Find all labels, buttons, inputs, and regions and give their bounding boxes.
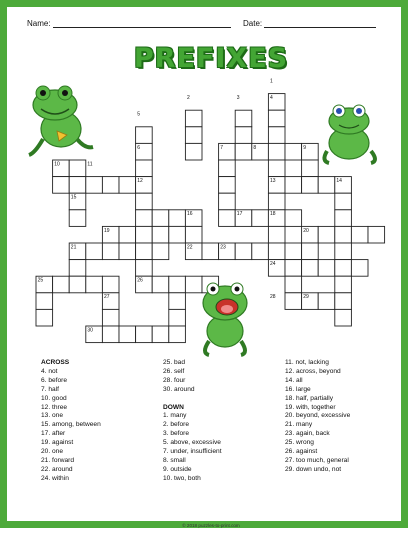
crossword-cell[interactable]	[268, 160, 285, 177]
crossword-cell[interactable]	[169, 210, 186, 227]
crossword-cell[interactable]	[152, 326, 169, 343]
crossword-cell[interactable]	[69, 177, 86, 194]
crossword-cell[interactable]	[152, 243, 169, 260]
crossword-cell[interactable]	[285, 293, 302, 310]
crossword-cell[interactable]	[185, 143, 202, 160]
crossword-cell[interactable]	[119, 226, 136, 243]
clue-line: 7. under, insufficient	[163, 448, 222, 456]
clue-line: 10. two, both	[163, 474, 201, 482]
clue-line: 21. forward	[41, 456, 74, 464]
clue-number: 26	[137, 277, 143, 284]
crossword-cell[interactable]	[335, 276, 352, 293]
crossword-cell[interactable]	[318, 293, 335, 310]
clue-line: 2. before	[163, 421, 190, 429]
crossword-cell[interactable]	[86, 243, 103, 260]
crossword-cell[interactable]	[235, 243, 252, 260]
frog-icon	[29, 86, 93, 155]
clue-line: 1. many	[163, 412, 187, 420]
crossword-cell[interactable]	[268, 127, 285, 144]
clue-number: 21	[70, 244, 77, 251]
clue-number: 19	[104, 227, 110, 234]
crossword-cell[interactable]	[335, 243, 352, 260]
clue-line: 18. half, partially	[285, 394, 334, 402]
crossword-cell[interactable]	[169, 326, 186, 343]
crossword-cell[interactable]	[368, 226, 385, 243]
clue-number: 12	[137, 178, 143, 184]
crossword-cell[interactable]	[335, 226, 352, 243]
clue-line: 25. bad	[163, 359, 185, 366]
clue-number: 29	[303, 294, 309, 301]
crossword-cell[interactable]	[302, 160, 319, 177]
clue-number: 23	[220, 244, 226, 251]
clue-line: 4. not	[41, 367, 58, 375]
crossword-cell[interactable]	[119, 326, 136, 343]
crossword-cell[interactable]	[335, 309, 352, 326]
clue-line: 30. around	[163, 385, 195, 393]
crossword-cell[interactable]	[318, 177, 335, 194]
clue-line: 19. with, together	[285, 403, 336, 411]
clue-column-1	[41, 359, 101, 484]
clue-number: 17	[236, 211, 243, 218]
crossword-cell[interactable]	[219, 160, 236, 177]
crossword-cell[interactable]	[285, 243, 302, 260]
clue-line: 8. small	[163, 456, 186, 464]
clue-line: 28. four	[163, 376, 186, 384]
clue-number: 10	[54, 161, 60, 168]
crossword-cell[interactable]	[152, 276, 169, 293]
clue-number: 24	[270, 261, 276, 267]
clue-number: 25	[37, 277, 44, 284]
crossword-cell[interactable]	[152, 226, 169, 243]
clue-line: 26. self	[163, 367, 185, 375]
clue-line: 20. one	[41, 448, 63, 456]
crossword-cell[interactable]	[102, 309, 119, 326]
crossword-cell[interactable]	[235, 143, 252, 160]
crossword-cell[interactable]	[335, 210, 352, 227]
crossword-cell[interactable]	[169, 293, 186, 310]
clue-line: 3. before	[163, 430, 190, 438]
clue-line: 21. many	[285, 421, 313, 429]
clue-number: 11	[87, 161, 93, 168]
clue-line: 10. good	[41, 394, 67, 402]
crossword-cell[interactable]	[202, 243, 219, 260]
crossword-cell[interactable]	[86, 276, 103, 293]
copyright: © 2018 puzzles-to-print.com	[182, 523, 240, 528]
clue-line: DOWN	[163, 403, 184, 411]
crossword-cell[interactable]	[136, 243, 153, 260]
crossword-cell[interactable]	[285, 143, 302, 160]
crossword-cell[interactable]	[136, 260, 153, 277]
crossword-cell[interactable]	[252, 243, 269, 260]
crossword-cell[interactable]	[136, 160, 153, 177]
crossword-cell[interactable]	[335, 193, 352, 210]
crossword-cell[interactable]	[219, 177, 236, 194]
crossword-cell[interactable]	[169, 226, 186, 243]
clue-number: 9	[303, 144, 306, 151]
crossword-cell[interactable]	[219, 210, 236, 227]
crossword-cell[interactable]	[235, 127, 252, 144]
crossword-cell[interactable]	[36, 293, 53, 310]
clue-line: 25. wrong	[285, 439, 314, 447]
crossword-cell[interactable]	[268, 193, 285, 210]
clue-number: 14	[336, 178, 342, 184]
crossword-cell[interactable]	[302, 243, 319, 260]
crossword-cell[interactable]	[302, 260, 319, 277]
crossword-cell[interactable]	[318, 260, 335, 277]
frog-icon	[324, 105, 375, 163]
crossword-cell[interactable]	[219, 193, 236, 210]
clue-line	[163, 395, 222, 404]
clue-number: 4	[270, 95, 273, 101]
crossword-cell[interactable]	[136, 226, 153, 243]
crossword-cell[interactable]	[268, 110, 285, 127]
clue-line: 14. all	[285, 376, 303, 384]
clue-line: 26. against	[285, 448, 318, 456]
clue-number: 20	[303, 227, 309, 234]
crossword-cell[interactable]	[69, 260, 86, 277]
page-title: PREFIXES	[133, 43, 289, 74]
clue-line: 12. three	[41, 403, 68, 411]
crossword-cell[interactable]	[268, 243, 285, 260]
crossword-cell[interactable]	[102, 243, 119, 260]
crossword-cell[interactable]	[169, 276, 186, 293]
clue-number: 3	[236, 95, 240, 101]
clue-line: 19. against	[41, 439, 74, 447]
clue-line: 29. down undo, not	[285, 465, 342, 473]
clue-number: 7	[220, 144, 223, 151]
clue-number: 16	[187, 211, 193, 218]
crossword-cell[interactable]	[136, 210, 153, 227]
clue-line: 12. across, beyond	[285, 367, 341, 375]
clue-number: 2	[187, 95, 190, 101]
clue-line: 27. too much, general	[285, 456, 349, 464]
clue-number: 1	[270, 78, 273, 85]
clue-number: 8	[253, 144, 257, 151]
clue-line: 24. within	[41, 474, 69, 482]
clue-number: 28	[270, 294, 276, 301]
crossword-cell[interactable]	[285, 260, 302, 277]
clue-line: ACROSS	[41, 359, 70, 366]
clue-number: 13	[270, 178, 276, 184]
clue-line: 16. large	[285, 385, 311, 393]
crossword-cell[interactable]	[53, 177, 70, 194]
clue-line: 5. above, excessive	[163, 439, 221, 447]
crossword-cell[interactable]	[136, 127, 153, 144]
crossword-cell[interactable]	[152, 210, 169, 227]
clue-line: 9. outside	[163, 465, 192, 473]
date-label: Date:	[243, 19, 263, 28]
crossword-cell[interactable]	[69, 160, 86, 177]
crossword-cell[interactable]	[185, 226, 202, 243]
crossword-cell[interactable]	[185, 127, 202, 144]
clue-number: 18	[270, 211, 276, 218]
clue-line: 15. among, between	[41, 421, 101, 429]
crossword-cell[interactable]	[169, 309, 186, 326]
crossword-cell[interactable]	[268, 143, 285, 160]
crossword-cell[interactable]	[302, 177, 319, 194]
crossword-cell[interactable]	[69, 276, 86, 293]
crossword-cell[interactable]	[119, 243, 136, 260]
clue-number: 22	[187, 244, 193, 251]
crossword-cell[interactable]	[285, 177, 302, 194]
crossword-cell[interactable]	[136, 326, 153, 343]
crossword-cell[interactable]	[285, 210, 302, 227]
clue-number: 27	[104, 294, 110, 301]
clue-line: 20. beyond, excessive	[285, 412, 351, 420]
clue-line: 22. around	[41, 465, 73, 473]
crossword-cell[interactable]	[136, 193, 153, 210]
crossword-cell[interactable]	[335, 260, 352, 277]
clue-line: 17. after	[41, 430, 66, 438]
crossword-cell[interactable]	[102, 326, 119, 343]
crossword-cell[interactable]	[53, 276, 70, 293]
crossword-cell[interactable]	[36, 309, 53, 326]
crossword-cell[interactable]	[102, 276, 119, 293]
clue-number: 6	[137, 144, 140, 151]
crossword-cell[interactable]	[252, 210, 269, 227]
name-label: Name:	[27, 19, 51, 28]
clue-line: 7. half	[41, 385, 59, 393]
frog-icon	[203, 283, 247, 355]
clue-line: 11. not, lacking	[285, 359, 329, 366]
crossword-cell[interactable]	[335, 293, 352, 310]
crossword-cell[interactable]	[285, 276, 302, 293]
clue-number: 30	[87, 327, 93, 334]
clue-line: 6. before	[41, 376, 68, 384]
crossword-cell[interactable]	[86, 177, 103, 194]
crossword-cell[interactable]	[268, 226, 285, 243]
clue-column-3	[285, 359, 350, 475]
clue-line: 13. one	[41, 412, 63, 420]
crossword-cell[interactable]	[185, 276, 202, 293]
clue-number: 5	[137, 111, 140, 118]
crossword-cell[interactable]	[185, 110, 202, 127]
crossword-cell[interactable]	[351, 260, 368, 277]
clue-line: 23. again, back	[285, 430, 330, 438]
clue-number: 15	[70, 194, 77, 201]
crossword-cell[interactable]	[102, 177, 119, 194]
crossword-cell[interactable]	[318, 226, 335, 243]
crossword-cell[interactable]	[69, 210, 86, 227]
crossword-cell[interactable]	[351, 226, 368, 243]
clue-column-2	[163, 359, 222, 484]
crossword-cell[interactable]	[119, 177, 136, 194]
crossword-cell[interactable]	[235, 110, 252, 127]
